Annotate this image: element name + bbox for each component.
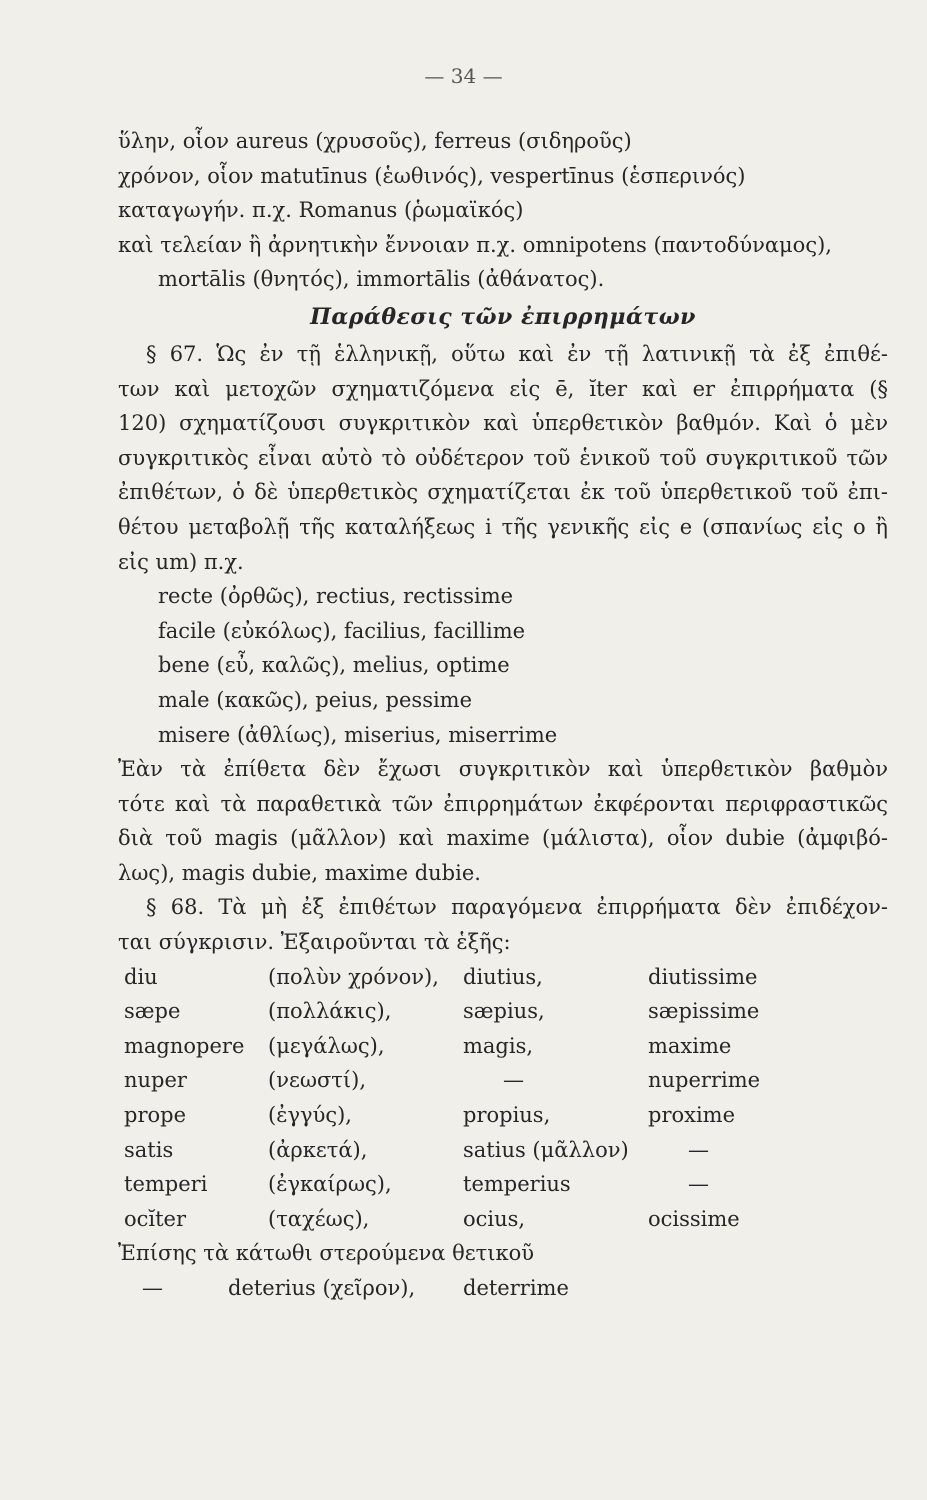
table-cell-greek: (ἐγκαίρως), [268,1172,392,1197]
para67-line: ἐπιθέτων, ὁ δὲ ὑπερθετικὸς σχηματίζεται ἐκ τοῦ ὑπερθετικοῦ τοῦ ἐπι- [118,480,888,505]
table-cell-comparative: temperius [463,1172,571,1197]
table-cell-comparative: propius, [463,1103,551,1128]
table-cell-comparative: sæpius, [463,999,545,1024]
table-cell-latin: — [142,1276,163,1300]
adverb-example: misere (ἀθλίως), miserius, miserrime [158,722,558,747]
table-cell-latin: magnopere [124,1033,245,1058]
table-row [118,1029,888,1064]
table-cell-comparative: diutius, [463,964,543,989]
table-cell-greek: (ταχέως), [268,1206,370,1231]
table-cell-superlative: — [688,1172,709,1197]
section-title: Παράθεσις τῶν ἐπιρρημάτων [310,303,696,330]
table-cell-comparative: deterius (χεῖρον), [228,1276,416,1300]
para67-line: § 67. Ὡς ἐν τῇ ἑλληνικῇ, οὕτω καὶ ἐν τῇ λατινικῇ τὰ ἐξ ἐπιθέ- [146,341,888,366]
adverb-example: bene (εὖ, καλῶς), melius, optime [158,653,510,678]
table-cell-greek: (μεγάλως), [268,1033,385,1058]
after-line: λως), magis dubie, maxime dubie. [118,860,481,885]
table-cell-greek: (πολλάκις), [268,999,392,1024]
table-cell-superlative: — [688,1137,709,1162]
table-row-final [118,1271,888,1306]
table-cell-superlative: maxime [648,1033,732,1058]
adverb-example: facile (εὐκόλως), facilius, facillime [158,618,526,643]
intro-line: χρόνον, οἷον matutīnus (ἑωθινός), vespertīnus (ἑσπερινός) [118,163,746,188]
table-row [118,1202,888,1237]
para67-line: συγκριτικὸς εἶναι αὐτὸ τὸ οὐδέτερον τοῦ ἑνικοῦ τοῦ συγκριτικοῦ τῶν [118,445,888,470]
table-cell-latin: nuper [124,1068,187,1093]
para67-line: θέτου μεταβολῇ τῆς καταλήξεως i τῆς γενικῆς εἰς e (σπανίως εἰς o ἢ [118,514,888,539]
after-line: Ἐὰν τὰ ἐπίθετα δὲν ἔχωσι συγκριτικὸν καὶ ὑπερθετικὸν βαθμὸν [118,757,888,782]
intro-line: ὕλην, οἷον aureus (χρυσοῦς), ferreus (σιδηροῦς) [118,129,632,153]
table-cell-comparative: ocius, [463,1206,526,1231]
table-cell-superlative: deterrime [463,1276,569,1300]
para67-line: εἰς um) π.χ. [118,549,244,574]
table-cell-superlative: nuperrime [648,1068,761,1093]
table-cell-latin: satis [124,1137,174,1162]
intro-line: mortālis (θνητός), immortālis (ἀθάνατος). [158,267,605,292]
table-cell-latin: prope [124,1103,186,1128]
table-row [118,1133,888,1168]
table-cell-comparative: magis, [463,1033,534,1058]
page-number: — 34 — [424,64,503,88]
table-cell-comparative: satius (μᾶλλον) [463,1137,629,1162]
after-line: διὰ τοῦ magis (μᾶλλον) καὶ maxime (μάλιστα), οἷον dubie (ἀμφιβό- [118,826,888,851]
table-row [118,1167,888,1202]
adverb-example: recte (ὀρθῶς), rectius, rectissime [158,584,514,609]
adverb-example: male (κακῶς), peius, pessime [158,687,473,712]
table-cell-superlative: sæpissime [648,999,760,1024]
table-cell-superlative: diutissime [648,964,758,989]
table-cell-latin: diu [124,964,158,989]
para68-line: § 68. Τὰ μὴ ἐξ ἐπιθέτων παραγόμενα ἐπιρρήματα δὲν ἐπιδέχον- [146,895,888,920]
table-cell-superlative: ocissime [648,1206,740,1231]
para67-line: των καὶ μετοχῶν σχηματιζόμενα εἰς ē, ĭter καὶ er ἐπιρρήματα (§ [118,376,888,401]
para68-line: ται σύγκρισιν. Ἐξαιροῦνται τὰ ἑξῆς: [118,930,511,955]
table-row [118,994,888,1029]
table-cell-greek: (πολὺν χρόνον), [268,964,439,989]
table-cell-greek: (ἀρκετά), [268,1137,368,1162]
table-cell-comparative: — [503,1068,524,1093]
para67-line: 120) σχηματίζουσι συγκριτικὸν καὶ ὑπερθετικὸν βαθμόν. Καὶ ὁ μὲν [118,411,888,436]
after-line: τότε καὶ τὰ παραθετικὰ τῶν ἐπιρρημάτων ἐκφέρονται περιφραστικῶς [118,791,888,816]
table-cell-greek: (νεωστί), [268,1068,367,1093]
page-body [118,124,888,1306]
table-cell-superlative: proxime [648,1103,736,1128]
table-cell-greek: (ἐγγύς), [268,1103,352,1128]
table-row [118,960,888,995]
table-row [118,1098,888,1133]
episis-line: Ἐπίσης τὰ κάτωθι στερούμενα θετικοῦ [118,1241,535,1266]
table-cell-latin: ocĭter [124,1206,187,1231]
intro-line: καὶ τελείαν ἢ ἀρνητικὴν ἔννοιαν π.χ. omnipotens (παντοδύναμος), [118,232,832,257]
intro-line: καταγωγήν. π.χ. Romanus (ῥωμαϊκός) [118,198,524,223]
table-cell-latin: temperi [124,1172,208,1197]
table-row [118,1063,888,1098]
table-cell-latin: sæpe [124,999,181,1024]
